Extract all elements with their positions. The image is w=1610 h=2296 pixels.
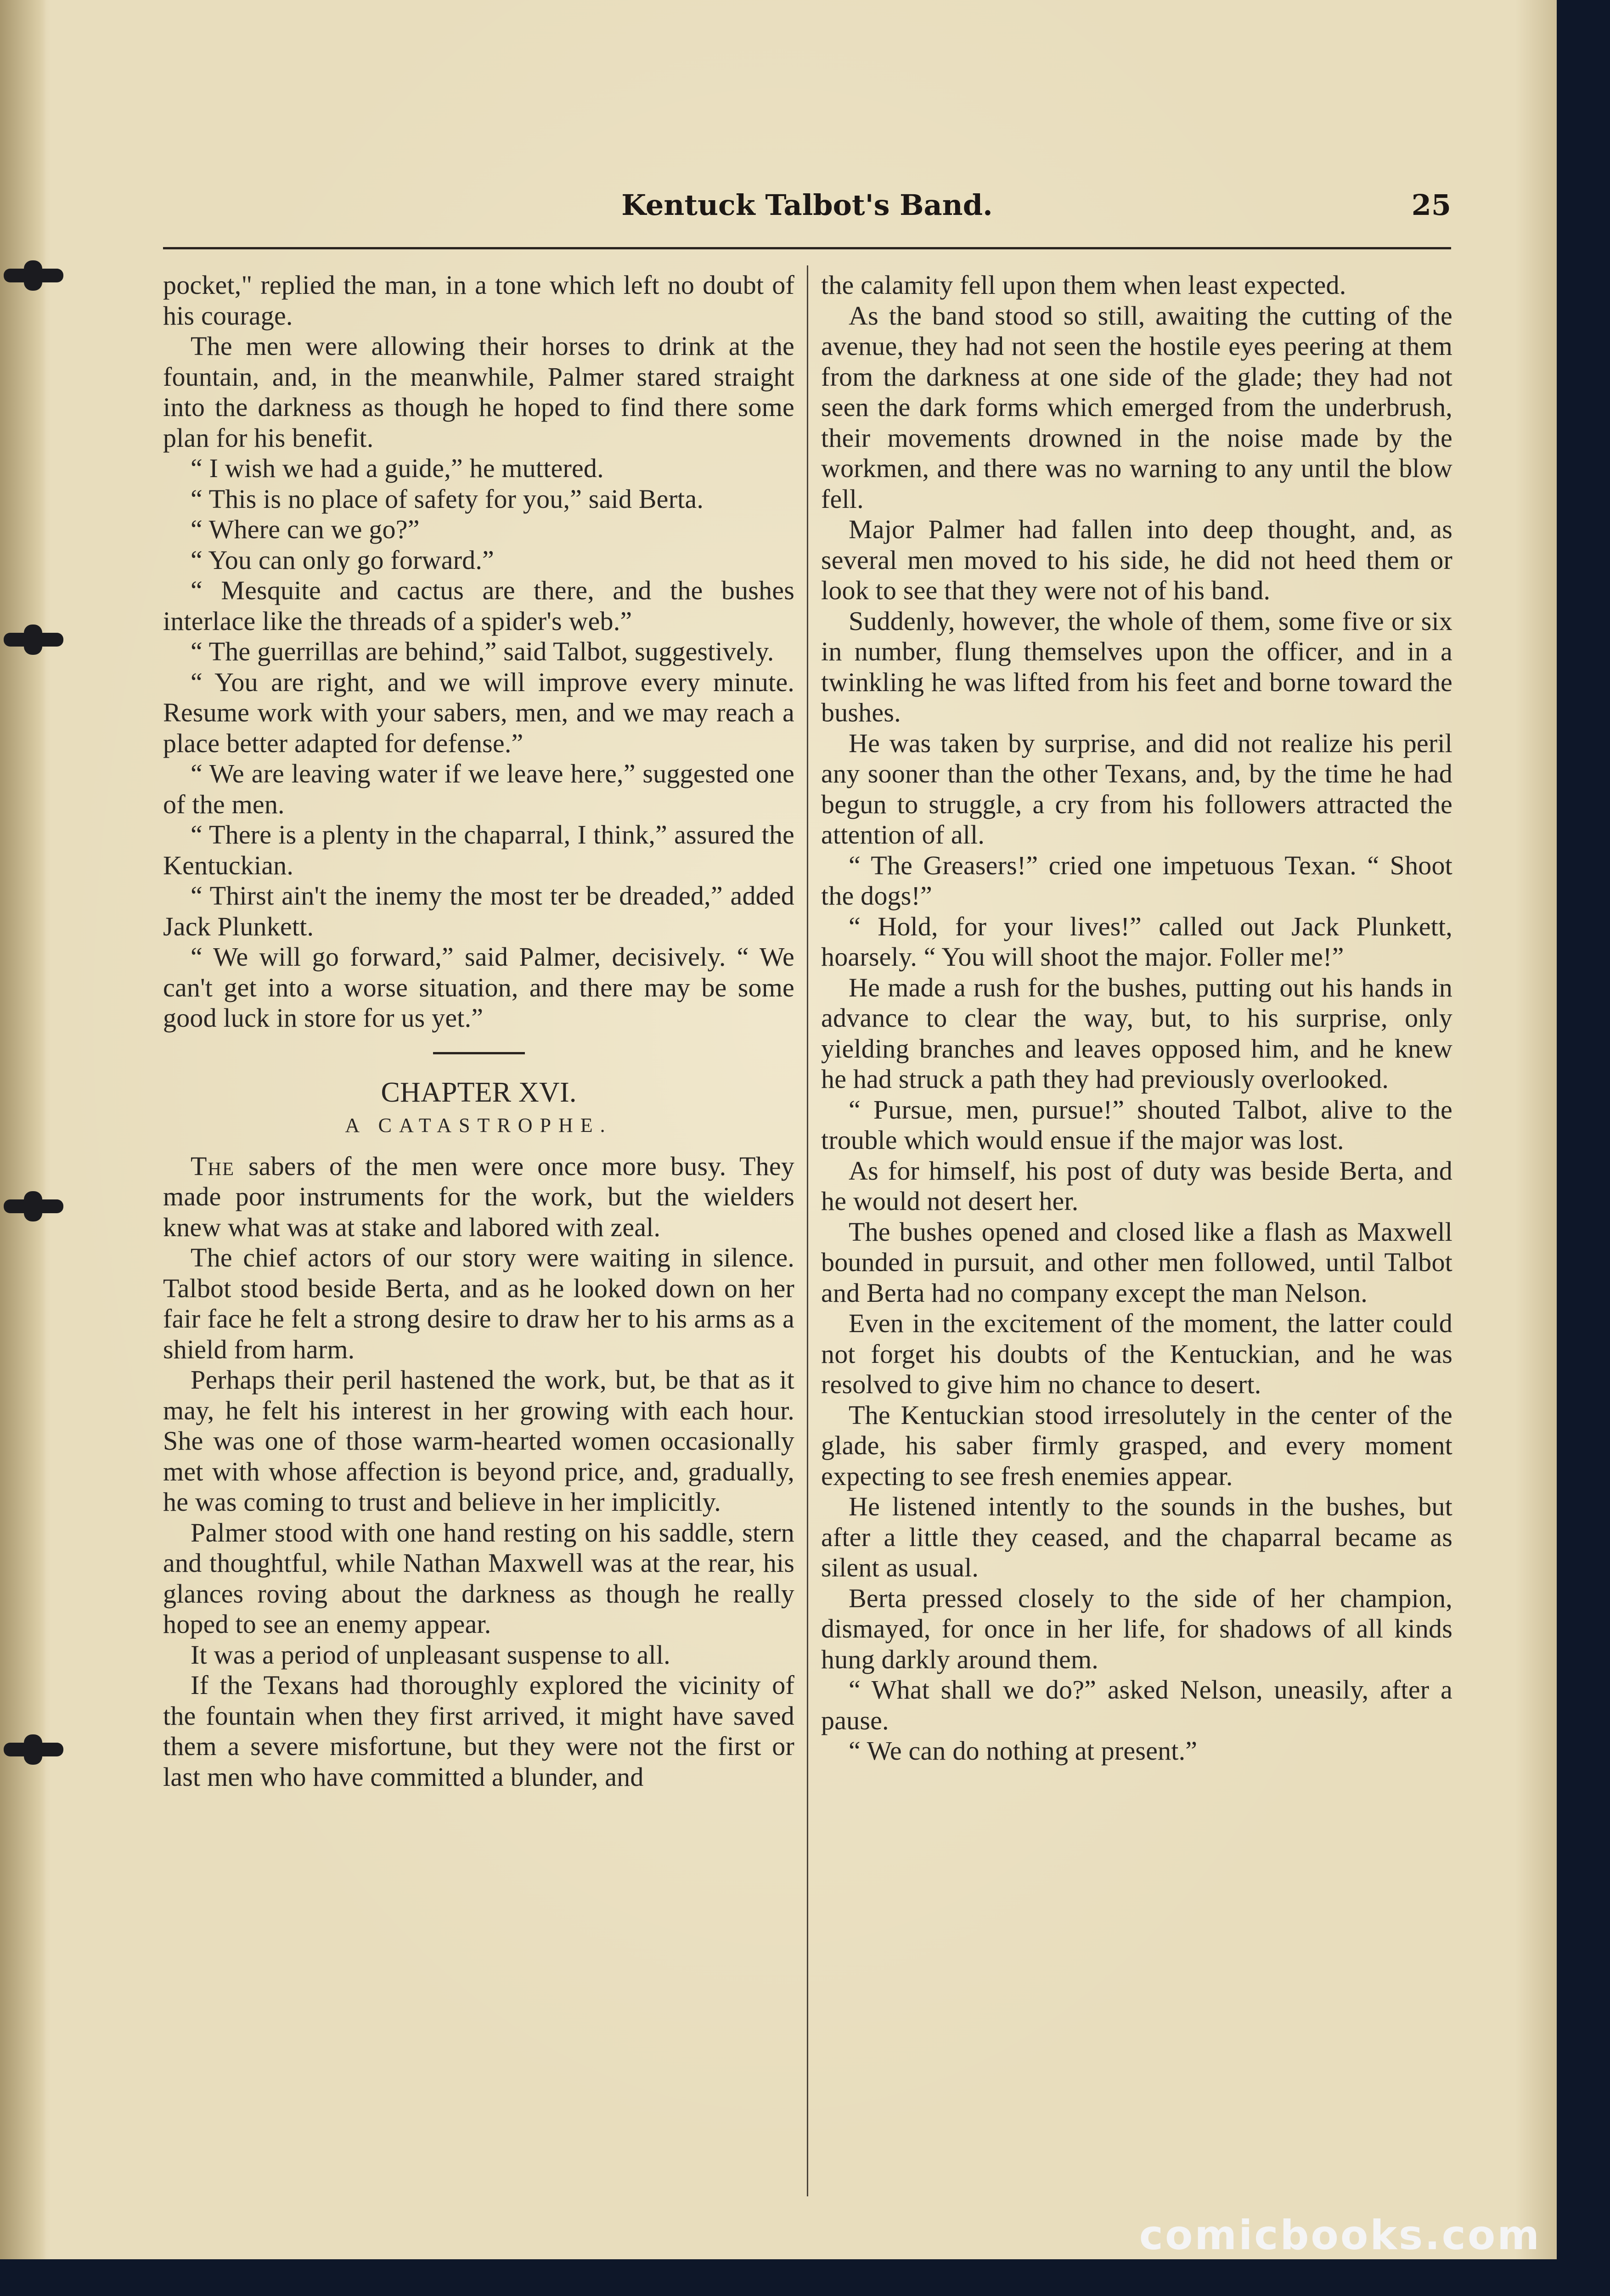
paragraph: He listened intently to the sounds in the bushes, but after a little they ceased, and the chaparral became as silent as usual.	[821, 1491, 1452, 1582]
text-column-right	[821, 270, 1452, 2199]
paragraph: Perhaps their peril hastened the work, but, be that as it may, he felt his interest in her growing with each hour. She was one of those warm-hearted women occasionally met with whose affection is beyond price, and, gradually, he was coming to trust and believe in her implicitly.	[163, 1365, 794, 1517]
opening-text: sabers of the men were once more busy. They made poor instruments for the work, but the wielders knew what was at stake and labored with zeal.	[163, 1151, 794, 1242]
paragraph: the calamity fell upon them when least expected.	[821, 270, 1346, 300]
binding-stitch	[4, 269, 63, 282]
paragraph: “ This is no place of safety for you,” said Berta.	[191, 484, 704, 514]
paragraph: “ What shall we do?” asked Nelson, uneasily, after a pause.	[821, 1675, 1452, 1735]
paragraph: “ Pursue, men, pursue!” shouted Talbot, alive to the trouble which would ensue if the major was lost.	[821, 1094, 1452, 1155]
header-rule	[163, 247, 1451, 249]
watermark: comicbooks.com	[1139, 2212, 1541, 2259]
paragraph: Even in the excitement of the moment, the latter could not forget his doubts of the Kentuckian, and he was resolved to give him no chance to desert.	[821, 1308, 1452, 1399]
paragraph: “ The guerrillas are behind,” said Talbot, suggestively.	[191, 636, 774, 666]
paragraph: “ Mesquite and cactus are there, and the bushes interlace like the threads of a spider's web.”	[163, 575, 794, 636]
running-title: Kentuck Talbot's Band.	[621, 188, 993, 222]
paragraph: “ You are right, and we will improve every minute. Resume work with your sabers, men, and we may reach a place better adapted for defense.”	[163, 667, 794, 758]
paragraph: The chief actors of our story were waiting in silence. Talbot stood beside Berta, and as he looked down on her fair face he felt a strong desire to draw her to his arms as a shield from harm.	[163, 1243, 794, 1364]
paragraph: pocket," replied the man, in a tone which left no doubt of his courage.	[163, 270, 794, 331]
chapter-subtitle: A CATASTROPHE.	[345, 1114, 613, 1137]
paragraph: Berta pressed closely to the side of her champion, dismayed, for once in her life, for shadows of all kinds hung darkly around them.	[821, 1583, 1452, 1674]
paragraph: The Kentuckian stood irresolutely in the center of the glade, his saber firmly grasped, and every moment expecting to see fresh enemies appear.	[821, 1400, 1452, 1491]
binding-stitch	[4, 1199, 63, 1213]
page-spine	[0, 0, 46, 2259]
paragraph: “ We will go forward,” said Palmer, decisively. “ We can't get into a worse situation, and there may be some good luck in store for us yet.”	[163, 942, 794, 1033]
paragraph: If the Texans had thoroughly explored the vicinity of the fountain when they first arrived, it might have saved them a severe misfortune, but they were not the first or last men who have committed a blunder, and	[163, 1670, 794, 1792]
paragraph: “ There is a plenty in the chaparral, I think,” assured the Kentuckian.	[163, 820, 794, 880]
paragraph: As the band stood so still, awaiting the cutting of the avenue, they had not seen the hostile eyes peering at them from the darkness at one side of the glade; they had not seen the dark forms which emerged from the underbrush, their movements drowned in the noise made by the workmen, and there was no warning to any until the blow fell.	[821, 300, 1452, 514]
paragraph: “ We are leaving water if we leave here,” suggested one of the men.	[163, 759, 794, 819]
chapter-opening-paragraph	[163, 1151, 794, 1243]
paragraph: The men were allowing their horses to drink at the fountain, and, in the meanwhile, Palmer stared straight into the darkness as though he hoped to find there some plan for his benefit.	[163, 331, 794, 453]
chapter-title: CHAPTER XVI.	[381, 1076, 577, 1108]
paragraph: He was taken by surprise, and did not realize his peril any sooner than the other Texans, and, by the time he had begun to struggle, a cry from his followers attracted the attention of all.	[821, 728, 1452, 850]
page-number: 25	[1411, 188, 1451, 222]
paragraph: “ Thirst ain't the inemy the most ter be dreaded,” added Jack Plunkett.	[163, 881, 794, 941]
paragraph: “ Hold, for your lives!” called out Jack Plunkett, hoarsely. “ You will shoot the major. Foller me!”	[821, 911, 1452, 972]
paragraph: As for himself, his post of duty was beside Berta, and he would not desert her.	[821, 1155, 1452, 1216]
paragraph: “ The Greasers!” cried one impetuous Texan. “ Shoot the dogs!”	[821, 850, 1452, 911]
paragraph: Suddenly, however, the whole of them, some five or six in number, flung themselves upon the officer, and in a twinkling he was lifted from his feet and borne toward the bushes.	[821, 606, 1452, 727]
paragraph: “ Where can we go?”	[191, 514, 420, 544]
section-separator	[433, 1052, 525, 1054]
text-column-left	[163, 270, 794, 2199]
paragraph: He made a rush for the bushes, putting out his hands in advance to clear the way, but, to his surprise, only yielding branches and leaves opposed him, and he knew he had struck a path they had previously overlooked.	[821, 972, 1452, 1094]
paragraph: It was a period of unpleasant suspense to all.	[191, 1639, 670, 1670]
opening-word: The	[191, 1151, 235, 1181]
page-header	[163, 188, 1451, 234]
paragraph: Major Palmer had fallen into deep thought, and, as several men moved to his side, he did not heed them or look to see that they were not of his band.	[821, 514, 1452, 605]
paragraph: “ We can do nothing at present.”	[849, 1736, 1198, 1766]
paragraph: “ I wish we had a guide,” he muttered.	[191, 453, 604, 483]
column-divider	[807, 265, 808, 2196]
paragraph: The bushes opened and closed like a flash as Maxwell bounded in pursuit, and other men followed, until Talbot and Berta had no company except the man Nelson.	[821, 1216, 1452, 1308]
binding-stitch	[4, 1743, 63, 1756]
binding-stitch	[4, 633, 63, 647]
paragraph: “ You can only go forward.”	[191, 545, 494, 575]
paragraph: Palmer stood with one hand resting on his saddle, stern and thoughtful, while Nathan Maxwell was at the rear, his glances roving about the darkness as though he really hoped to see an enemy appear.	[163, 1517, 794, 1639]
